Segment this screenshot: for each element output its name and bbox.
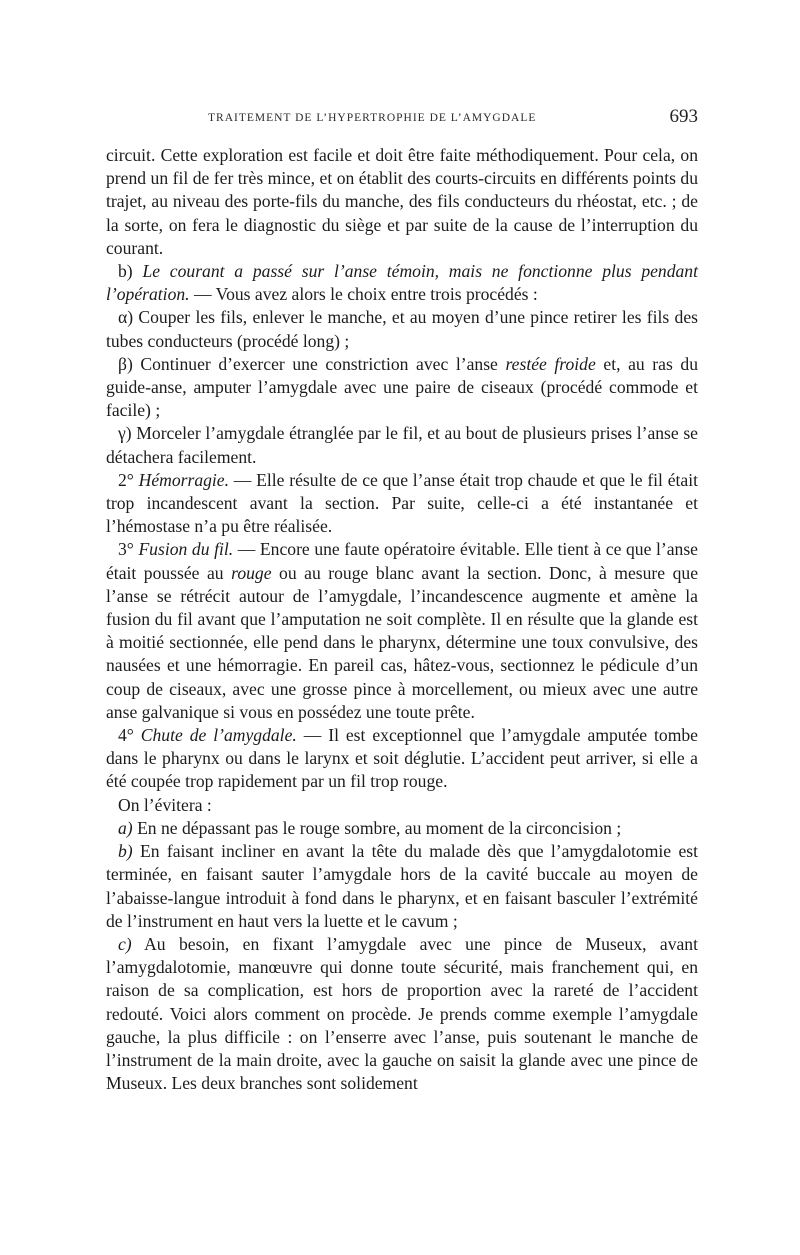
- paragraph-c: c) Au besoin, en fixant l’amygdale avec une pince de Museux, avant l’amygdalotomie, manœuvre qui donne toute sécurité, mais franchement qui, en raison de sa complication, est hors de proportion avec la rareté de l’accident redouté. Voici alors comment on procède. Je prends comme exemple l’amygdale gauche, la plus difficile : on l’enserre avec l’anse, puis soutenant le manche de l’instrument de la main droite, avec la gauche on saisit la glande avec une pince de Museux. Les deux branches sont solidement: [106, 933, 698, 1094]
- section-number: 4°: [118, 725, 134, 746]
- section-title-wire-fusion: Fusion du fil.: [138, 539, 234, 560]
- paragraph-avoid-intro: On l’évitera :: [118, 794, 212, 815]
- section-title-hemorrhage: Hémorragie.: [138, 469, 230, 490]
- paragraph-tonsil-fall: 4° Chute de l’amygdale. — Il est exceptionnel que l’amygdale amputée tombe dans le pharynx ou dans le larynx et soit déglutie. L’accident peut arriver, si elle a été coupée trop rapidement par un fil trop rouge.: [106, 725, 698, 792]
- paragraph-b-current-passed: b) Le courant a passé sur l’anse témoin, mais ne fonctionne plus pendant l’opération. — Vous avez alors le choix entre trois procédés :: [106, 261, 698, 305]
- list-label: c): [118, 933, 132, 954]
- paragraph-hemorrhage: 2° Hémorragie. — Elle résulte de ce que l’anse était trop chaude et que le fil était trop incandescent avant la section. Par suite, celle-ci a été instantanée et l’hémostase n’a pu être réalisée.: [106, 469, 698, 537]
- list-label: b): [118, 841, 133, 862]
- page-number: 693: [669, 106, 698, 127]
- paragraph-b: b) En faisant incliner en avant la tête du malade dès que l’amygdalotomie est terminée, en faisant sauter l’amygdale hors de la cavité buccale au moyen de l’abaisse-langue introduit à fond dans le pharynx, et en faisant basculer l’extrémité de l’instrument en haut vers la luette et le cavum ;: [106, 841, 698, 931]
- paragraph-beta: β) Continuer d’exercer une constriction avec l’anse restée froide et, au ras du guide-anse, amputer l’amygdale avec une paire de ciseaux (procédé commode et facile) ;: [106, 353, 699, 421]
- paragraph-gamma: γ) Morceler l’amygdale étranglée par le fil, et au bout de plusieurs prises l’anse se détachera facilement.: [106, 423, 698, 467]
- section-title-tonsil-fall: Chute de l’amygdale.: [140, 725, 297, 746]
- italic-phrase: restée froide: [505, 353, 596, 374]
- section-number: 3°: [118, 539, 134, 560]
- paragraph-alpha: α) Couper les fils, enlever le manche, et au moyen d’une pince retirer les fils des tubes conducteurs (procédé long) ;: [106, 307, 698, 351]
- body-text: [106, 144, 698, 1095]
- page-header: [106, 100, 696, 134]
- paragraph-a: a) En ne dépassant pas le rouge sombre, au moment de la circoncision ;: [118, 817, 622, 838]
- list-label: b): [118, 261, 133, 282]
- section-number: 2°: [118, 469, 134, 490]
- italic-word: rouge: [231, 562, 272, 583]
- paragraph-continuation: circuit. Cette exploration est facile et doit être faite méthodiquement. Pour cela, on prend un fil de fer très mince, et on établit des courts-circuits en différents points du trajet, au niveau des porte-fils du manche, des fils conducteurs du rhéostat, etc. ; de la sorte, on fera le diagnostic du siège et par suite de la cause de l’interruption du courant.: [106, 145, 698, 258]
- italic-heading: Le courant a passé sur l’anse témoin, mais ne fonctionne plus pendant l’opération.: [106, 261, 698, 305]
- list-label: a): [118, 817, 133, 838]
- running-title: TRAITEMENT DE L’HYPERTROPHIE DE L’AMYGDALE: [208, 112, 537, 124]
- paragraph-wire-fusion: 3° Fusion du fil. — Encore une faute opératoire évitable. Elle tient à ce que l’anse était poussée au rouge ou au rouge blanc avant la section. Donc, à mesure que l’anse se rétrécit autour de l’amygdale, l’incandescence augmente et amène la fusion du fil avant que l’amputation ne soit complète. Il en résulte que la glande est à moitié sectionnée, elle pend dans le pharynx, détermine une toux convulsive, des nausées et une hémorragie. En pareil cas, hâtez-vous, sectionnez le pédicule d’un coup de ciseaux, avec une grosse pince à morcellement, ou mieux avec une autre anse galvanique si vous en possédez une toute prête.: [106, 539, 699, 722]
